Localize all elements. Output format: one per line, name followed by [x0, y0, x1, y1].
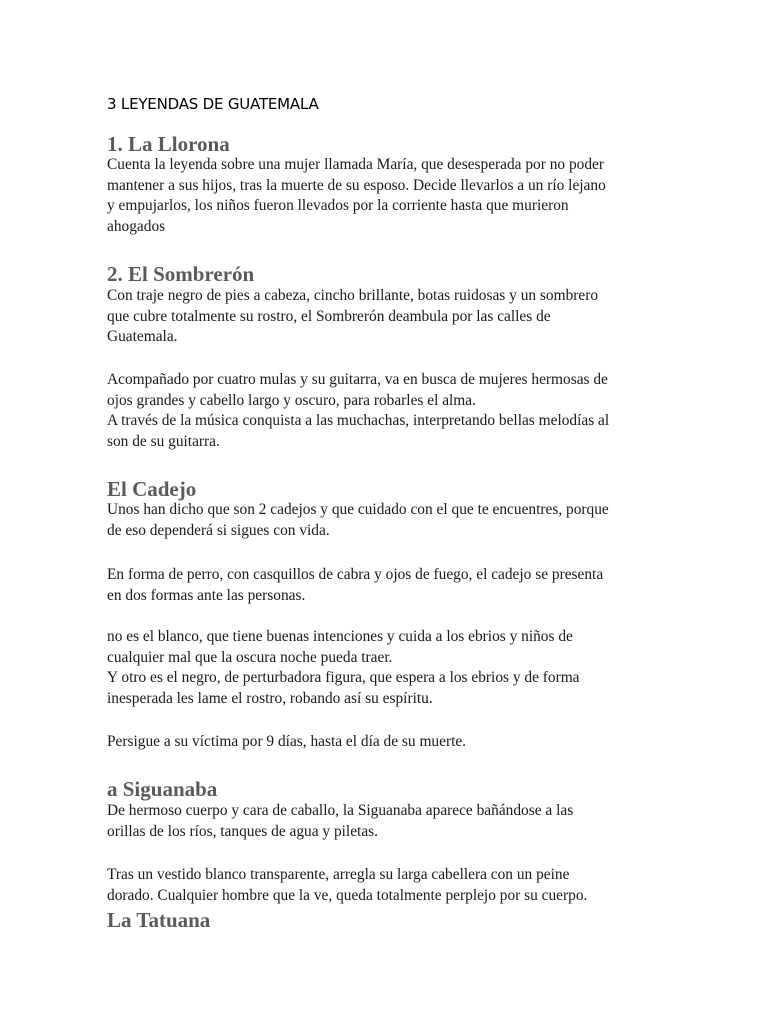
paragraph-el-sombreron-2 — [107, 370, 667, 452]
text-line: en dos formas ante las personas. — [107, 586, 306, 604]
section-heading-la-tatuana: La Tatuana — [107, 908, 211, 932]
text-line: no es el blanco, que tiene buenas intenciones y cuida a los ebrios y niños de — [107, 628, 573, 645]
text-line: Persigue a su víctima por 9 días, hasta el día de su muerte. — [107, 733, 467, 750]
document-title: 3 LEYENDAS DE GUATEMALA — [107, 95, 319, 113]
text-line: Cuenta la leyenda sobre una mujer llamada María, que desesperada por no poder — [107, 156, 605, 173]
text-line: inesperada les lame el rostro, robando así su espíritu. — [107, 689, 433, 707]
paragraph-la-llorona-1 — [107, 155, 667, 237]
text-line: mantener a sus hijos, tras la muerte de su esposo. Decide llevarlos a un río lejano — [107, 176, 606, 194]
text-line: de eso dependerá si sigues con vida. — [107, 521, 330, 539]
section-heading-la-llorona: 1. La Llorona — [107, 132, 230, 156]
section-heading-el-sombreron: 2. El Sombrerón — [107, 262, 255, 286]
paragraph-el-sombreron-1 — [107, 286, 667, 348]
paragraph-siguanaba-2 — [107, 865, 667, 906]
paragraph-el-cadejo-3 — [107, 627, 667, 709]
text-line: Tras un vestido blanco transparente, arregla su larga cabellera con un peine — [107, 866, 570, 883]
text-line: y empujarlos, los niños fueron llevados por la corriente hasta que murieron — [107, 197, 569, 214]
text-line: Unos han dicho que son 2 cadejos y que cuidado con el que te encuentres, porque — [107, 501, 609, 518]
text-line: Acompañado por cuatro mulas y su guitarra, va en busca de mujeres hermosas de — [107, 371, 608, 388]
paragraph-el-cadejo-4 — [107, 732, 667, 753]
text-line: A través de la música conquista a las muchachas, interpretando bellas melodías al — [107, 412, 610, 429]
text-line: Con traje negro de pies a cabeza, cincho brillante, botas ruidosas y un sombrero — [107, 287, 599, 304]
text-line: En forma de perro, con casquillos de cabra y ojos de fuego, el cadejo se presenta — [107, 566, 604, 583]
paragraph-el-cadejo-1 — [107, 500, 667, 541]
section-heading-siguanaba: a Siguanaba — [107, 777, 218, 801]
text-line: son de su guitarra. — [107, 432, 220, 450]
section-heading-el-cadejo: El Cadejo — [107, 477, 197, 501]
text-line: orillas de los ríos, tanques de agua y piletas. — [107, 822, 378, 840]
text-line: De hermoso cuerpo y cara de caballo, la Siguanaba aparece bañándose a las — [107, 802, 574, 819]
text-line: dorado. Cualquier hombre que la ve, queda totalmente perplejo por su cuerpo. — [107, 886, 588, 904]
text-line: ahogados — [107, 217, 166, 235]
paragraph-el-cadejo-2 — [107, 565, 667, 606]
text-line: Guatemala. — [107, 328, 178, 345]
text-line: Y otro es el negro, de perturbadora figura, que espera a los ebrios y de forma — [107, 669, 580, 686]
paragraph-siguanaba-1 — [107, 801, 667, 842]
text-line: ojos grandes y cabello largo y oscuro, para robarles el alma. — [107, 391, 476, 409]
text-line: cualquier mal que la oscura noche pueda traer. — [107, 648, 393, 666]
text-line: que cubre totalmente su rostro, el Sombrerón deambula por las calles de — [107, 307, 551, 325]
